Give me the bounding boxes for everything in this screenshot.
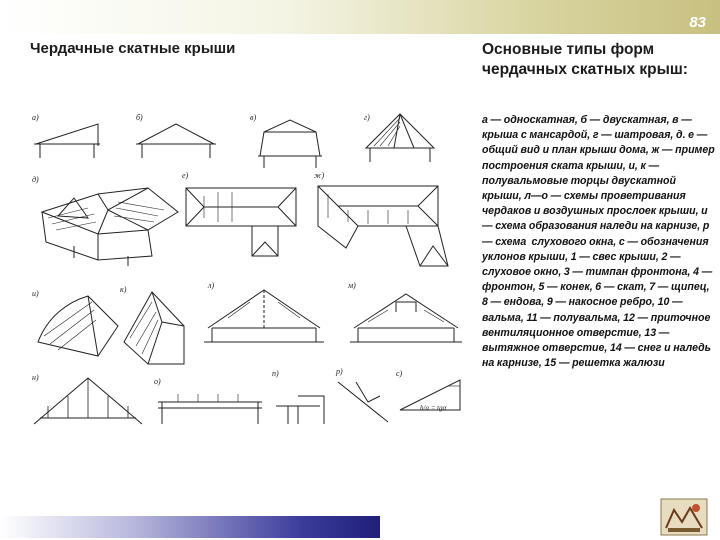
roof-plan [186, 188, 296, 256]
roof-single-pitch [34, 124, 100, 158]
fig-label-zh: ж) [314, 171, 325, 180]
roof-types-figure [28, 106, 468, 436]
roof-gable [136, 124, 216, 158]
page-number: 83 [689, 14, 706, 31]
fig-label-n: н) [32, 373, 39, 382]
roof-house-view [42, 188, 178, 266]
footer-gradient-bar [0, 516, 380, 538]
fig-label-d: д) [32, 175, 39, 184]
roof-hip [366, 114, 434, 162]
roof-half-hip-k [124, 292, 184, 364]
roof-section-o [158, 394, 262, 424]
school-logo-icon [660, 498, 708, 536]
fig-label-a: а) [32, 113, 39, 122]
fig-label-k: к) [120, 285, 127, 294]
roof-eave-detail-p [276, 396, 324, 424]
fig-label-s: с) [396, 369, 403, 378]
fig-label-g: г) [364, 113, 370, 122]
roof-half-hip-i [38, 296, 118, 356]
roof-slope-construction [318, 186, 448, 266]
roof-mansard [258, 120, 322, 168]
roof-dormer-scheme-r [338, 382, 388, 422]
fig-label-e: е) [182, 171, 189, 180]
fig-label-i: и) [32, 289, 39, 298]
fig-label-r: р) [336, 367, 343, 376]
fig-label-v: в) [250, 113, 257, 122]
slide-title: Чердачные скатные крыши [30, 40, 236, 57]
roof-ventilation-m [350, 294, 462, 342]
roof-truss-n [34, 378, 142, 424]
roof-ventilation-l [204, 290, 324, 342]
fig-label-p: п) [272, 369, 279, 378]
fig-formula: h/a = tgα [420, 404, 447, 412]
header-gradient-bar [0, 0, 720, 34]
fig-label-o: о) [154, 377, 161, 386]
fig-label-l: л) [208, 281, 215, 290]
slide-subtitle: Основные типы форм чердачных скатных крыш: [482, 41, 688, 78]
fig-label-m: м) [348, 281, 356, 290]
fig-label-b: б) [136, 113, 143, 122]
figure-caption: а — односкатная, б — двускатная, в — крыша с мансардой, г — шатровая, д. е — общий вид и план крыши дома, ж — пример построения ската крыши, и, к — полувальмовые торцы двускатной крыши, л—о — схемы проветривания чердаков и воздушных прослоек крыши, и — схема образования наледи на карнизе, р — схема слухового окна, с — обозначения уклонов крыши, 1 — свес крыши, 2 — слуховое окно, 3 — тимпан фронтона, 4 — фронтон, 5 — конек, 6 — скат, 7 — щипец, 8 — ендова, 9 — накосное ребро, 10 — вальма, 11 — полувальма, 12 — приточное вентиляционное отверстие, 13 — вытяжное отверстие, 14 — снег и наледь на карнизе, 15 — решетка жалюзи [482, 114, 718, 370]
